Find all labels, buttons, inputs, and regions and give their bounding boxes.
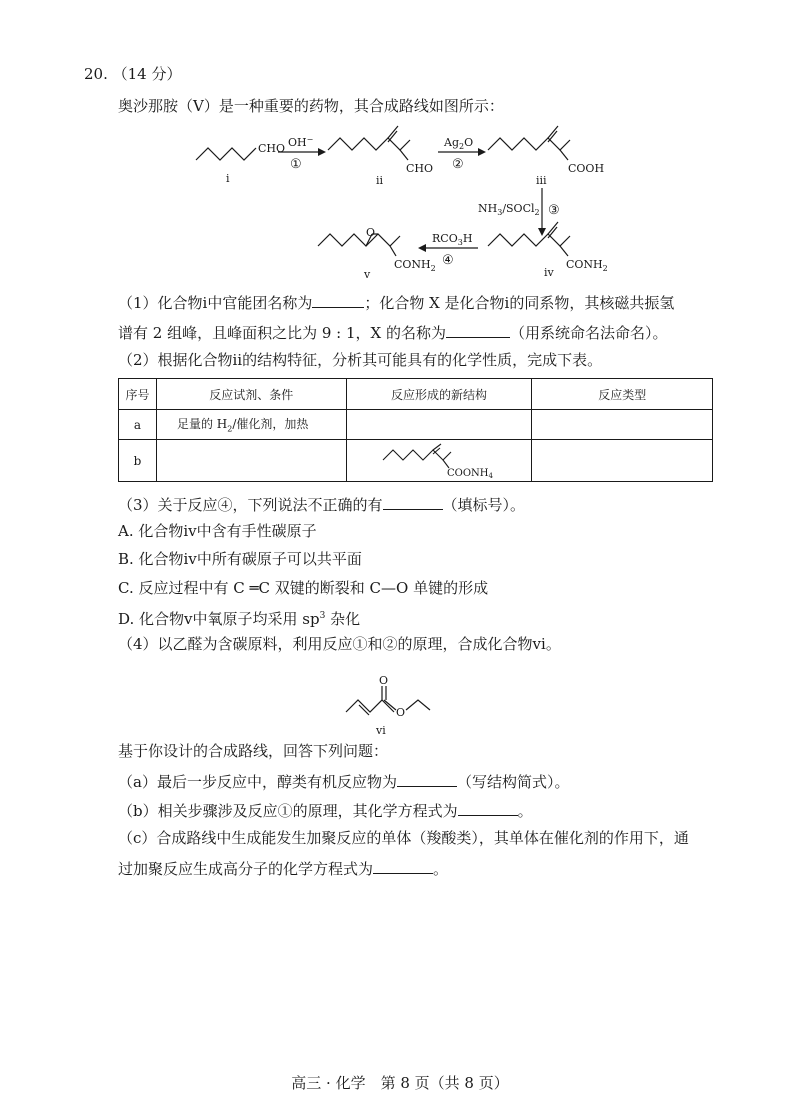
- step4-reagent: $RCO_3H$: [432, 232, 473, 247]
- step1-number: ①: [290, 157, 302, 172]
- compound-ii-chain: [328, 138, 410, 150]
- answer-cell[interactable]: [346, 410, 532, 440]
- table-header-row: [119, 379, 713, 410]
- compound-label-ii: ⅱ: [376, 174, 384, 187]
- compound-label-iv: ⅳ: [544, 266, 554, 279]
- ester-oxygen: O: [396, 706, 406, 719]
- answer-cell[interactable]: [532, 440, 713, 482]
- svg-text:COONH4: $COONH_4$: [446, 467, 493, 480]
- compound-iii-group: COOH: [568, 162, 605, 175]
- answer-blank[interactable]: [446, 321, 510, 338]
- step2-number: ②: [452, 157, 464, 172]
- option-a: A. 化合物ⅳ中含有手性碳原子: [118, 522, 317, 540]
- option-c: C. 反应过程中有 C ═C 双键的断裂和 C—O 单键的形成: [118, 579, 489, 597]
- part4b-text: （b）相关步骤涉及反应①的原理，其化学方程式为 。: [118, 799, 533, 821]
- question-number: 20.: [84, 65, 108, 83]
- part2-text: （2）根据化合物ⅱ的结构特征，分析其可能具有的化学性质，完成下表。: [118, 351, 603, 369]
- part4c-line2: 过加聚反应生成高分子的化学方程式为 。: [118, 857, 448, 879]
- synthesis-scheme: [0, 0, 800, 300]
- answer-blank[interactable]: [383, 493, 443, 510]
- step4-number: ④: [442, 253, 454, 268]
- compound-i-skeleton: [196, 148, 256, 160]
- table-header: 序号: [119, 379, 157, 410]
- answer-blank[interactable]: [373, 857, 433, 874]
- question-intro: 奥沙那胺（Ⅴ）是一种重要的药物，其合成路线如图所示：: [118, 97, 504, 115]
- part4-intro: 基于你设计的合成路线，回答下列问题：: [118, 742, 389, 760]
- compound-v-epoxide-oxygen: O: [366, 226, 376, 239]
- compound-i-group: CHO: [258, 142, 286, 155]
- reaction-table: [118, 378, 713, 482]
- compound-label-iii: ⅲ: [536, 174, 547, 187]
- part1-line1: （1）化合物ⅰ中官能团名称为 ；化合物 X 是化合物ⅰ的同系物，其核磁共振氢: [118, 291, 674, 313]
- structure-drawing: [379, 442, 499, 480]
- row-label: a: [119, 410, 157, 440]
- part4a-text: （a）最后一步反应中，醇类有机反应物为 （写结构简式）。: [118, 770, 569, 792]
- table-row: [119, 440, 713, 482]
- page-footer: 高三 · 化学 第 8 页（共 8 页）: [291, 1074, 509, 1092]
- compound-vi-structure: [340, 672, 460, 742]
- table-row: [119, 410, 713, 440]
- table-header: 反应形成的新结构: [346, 379, 532, 410]
- answer-blank[interactable]: [458, 799, 518, 816]
- part4-text: （4）以乙醛为含碳原料，利用反应①和②的原理，合成化合物ⅵ。: [118, 635, 561, 653]
- part3-text: （3）关于反应④，下列说法不正确的有 （填标号）。: [118, 493, 525, 515]
- step3-number: ③: [548, 203, 560, 218]
- compound-label-v: ⅴ: [364, 268, 371, 281]
- compound-ii-group: CHO: [406, 162, 434, 175]
- question-score: （14 分）: [112, 65, 182, 83]
- table-header: 反应试剂、条件: [156, 379, 346, 410]
- compound-iv-group: $CONH_2$: [566, 258, 608, 273]
- part4c-line1: （c）合成路线中生成能发生加聚反应的单体（羧酸类），其单体在催化剂的作用下，通: [118, 829, 689, 847]
- compound-iv-chain: [488, 234, 570, 246]
- row-b-structure: [346, 440, 532, 482]
- answer-blank[interactable]: [397, 770, 457, 787]
- answer-cell[interactable]: [156, 440, 346, 482]
- option-b: B. 化合物ⅳ中所有碳原子可以共平面: [118, 550, 362, 568]
- step2-reagent: $Ag_2O$: [444, 136, 474, 151]
- answer-blank[interactable]: [312, 291, 364, 308]
- compound-v-group: $CONH_2$: [394, 258, 436, 273]
- carbonyl-oxygen: O: [379, 674, 389, 687]
- option-d: D. 化合物ⅴ中氧原子均采用 $sp^3$ 杂化: [118, 610, 361, 628]
- answer-cell[interactable]: [532, 410, 713, 440]
- row-a-reagent: 足量的 $H_2/$催化剂，加热: [156, 410, 346, 440]
- row-label: b: [119, 440, 157, 482]
- compound-label-i: ⅰ: [226, 172, 230, 185]
- step1-reagent: OH−: [288, 135, 314, 149]
- compound-vi-label: ⅵ: [376, 724, 386, 737]
- compound-v-chain: [318, 234, 400, 246]
- compound-iii-chain: [488, 138, 570, 150]
- table-header: 反应类型: [532, 379, 713, 410]
- part1-line2: 谱有 2 组峰，且峰面积之比为 9 : 1，X 的名称为 （用系统命名法命名）。: [118, 321, 668, 343]
- step3-reagent: $NH_3/SOCl_2$: [478, 202, 540, 217]
